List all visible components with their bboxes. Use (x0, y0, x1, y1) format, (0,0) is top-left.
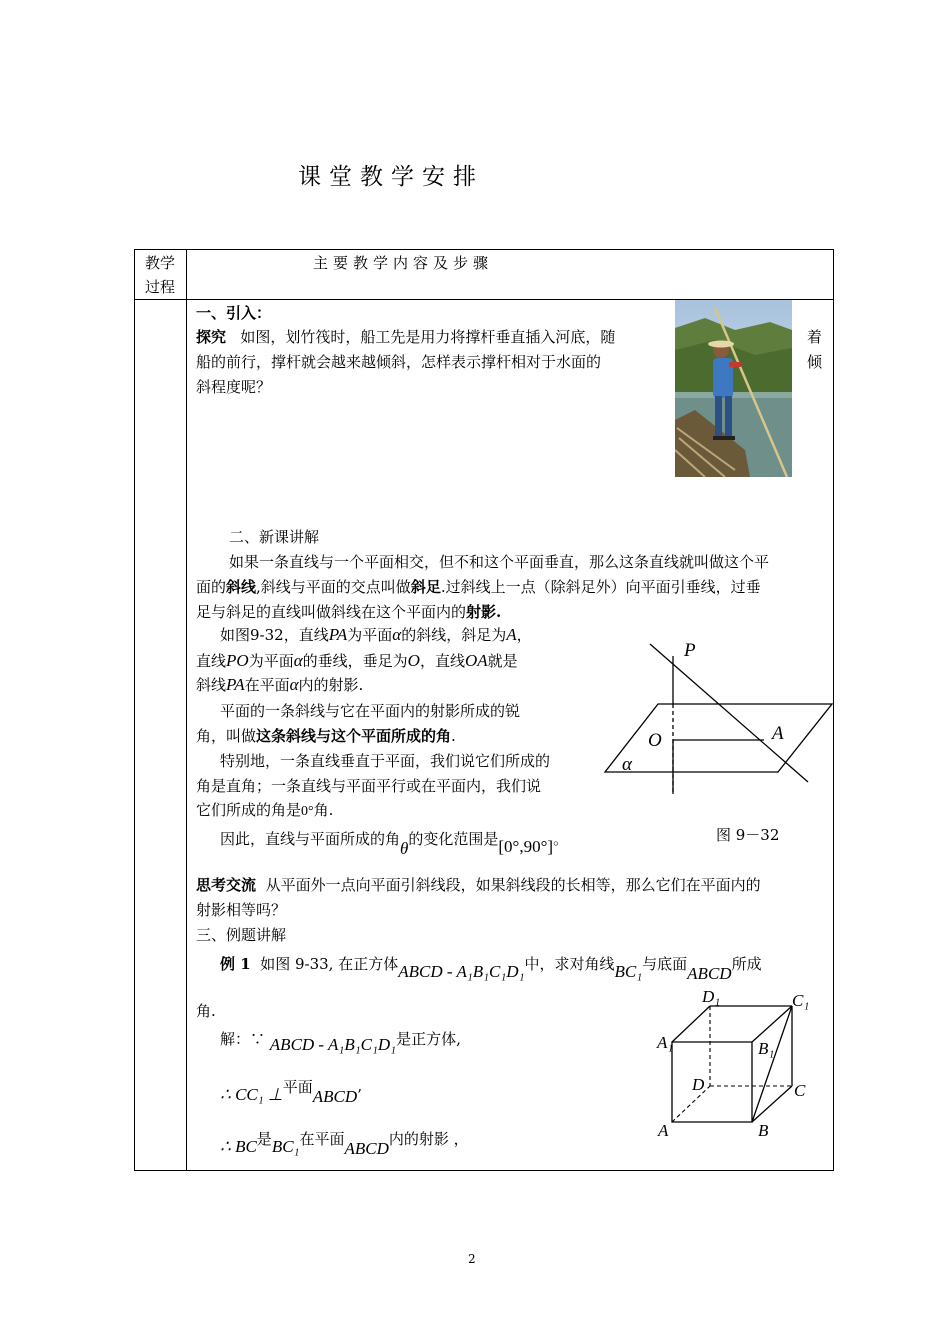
figure-explain-line3: 斜线PA在平面α内的射影. (196, 675, 364, 694)
explore-label: 探究 (196, 328, 227, 346)
label-A1: A₁ (657, 1033, 674, 1052)
col2-header: 主要教学内容及步骤 (313, 254, 494, 272)
definition-line2: 面的斜线,斜线与平面的交点叫做斜足.过斜线上一点（除斜足外）向平面引垂线，过垂 (196, 578, 761, 596)
example1-line1: 例 1 如图 9-33, 在正方体ABCD - A₁B₁C₁D₁中，求对角线BC₁与底面ABCD所成 (220, 955, 762, 983)
solution-line1: 解：∵ ABCD - A₁B₁C₁D₁是正方体, (220, 1030, 461, 1054)
definition-line3: 足与斜足的直线叫做斜线在这个平面内的射影. (196, 603, 502, 621)
label-A: A (772, 723, 784, 744)
label-C1: C₁ (792, 991, 810, 1010)
special-case-line2: 角是直角；一条直线与平面平行或在平面内，我们说 (196, 777, 542, 795)
example1-label: 例 1 (220, 955, 251, 973)
label-P: P (684, 640, 696, 661)
label-C: C (794, 1081, 806, 1100)
figure-explain-line2: 直线PO为平面α的垂线，垂足为O，直线OA就是 (196, 651, 518, 670)
label-D1: D₁ (702, 987, 721, 1006)
special-case-line3: 它们所成的角是0°角. (196, 801, 334, 819)
explore-line2: 船的前行，撑杆就会越来越倾斜，怎样表示撑杆相对于水面的 (196, 353, 602, 371)
examples-heading: 三、例题讲解 (196, 926, 287, 944)
solution-line2: ∴ CC₁ ⊥平面ABCD’ (220, 1078, 362, 1106)
intro-heading: 一、引入： (196, 304, 272, 322)
explore-line1-tail: 着 (807, 328, 823, 346)
angle-range-line: 因此，直线与平面所成的角θ的变化范围是[0°,90°]。 (220, 830, 569, 858)
think-label: 思考交流 (196, 876, 257, 894)
page-number: 2 (468, 1252, 476, 1266)
solution-line3: ∴ BC是BC₁在平面ABCD内的射影 ， (220, 1130, 469, 1158)
figure-9-33-cube (652, 986, 822, 1144)
label-D: D (692, 1075, 705, 1094)
table-column-divider (186, 249, 187, 1171)
page-title: 课堂教学安排 (298, 164, 484, 190)
new-lesson-heading: 二、新课讲解 (229, 528, 320, 546)
col1-header-line1: 教学 (145, 254, 176, 272)
label-B1: B₁ (758, 1039, 775, 1058)
special-case-line1: 特别地，一条直线垂直于平面，我们说它们所成的 (220, 752, 551, 770)
example1-line2: 角. (196, 1002, 216, 1020)
explore-line1: 探究 如图，划竹筏时，船工先是用力将撑杆垂直插入河底，随 (196, 328, 616, 346)
label-alpha: α (622, 754, 632, 775)
figure-9-32-caption: 图 9－32 (716, 826, 780, 844)
label-O: O (648, 730, 662, 751)
angle-def-line2: 角，叫做这条斜线与这个平面所成的角. (196, 727, 456, 745)
angle-def-line1: 平面的一条斜线与它在平面内的射影所成的锐 (220, 702, 521, 720)
explore-line2-tail: 倾 (807, 353, 823, 371)
col1-header-line2: 过程 (145, 278, 176, 296)
label-B: B (758, 1121, 769, 1140)
bamboo-raft-photo (675, 300, 792, 477)
oblique-line-PA (650, 644, 808, 782)
explore-line3: 斜程度呢？ (196, 378, 272, 396)
figure-9-32 (600, 636, 840, 800)
definition-line1: 如果一条直线与一个平面相交，但不和这个平面垂直，那么这条直线就叫做这个平 (229, 553, 770, 571)
figure-explain-line1: 如图9-32，直线PA为平面α的斜线，斜足为A， (220, 625, 532, 644)
think-line2: 射影相等吗？ (196, 901, 287, 919)
think-line1: 思考交流 从平面外一点向平面引斜线段，如果斜线段的长相等，那么它们在平面内的 (196, 876, 761, 894)
label-A: A (658, 1121, 669, 1140)
plane-alpha-outline (605, 704, 832, 772)
